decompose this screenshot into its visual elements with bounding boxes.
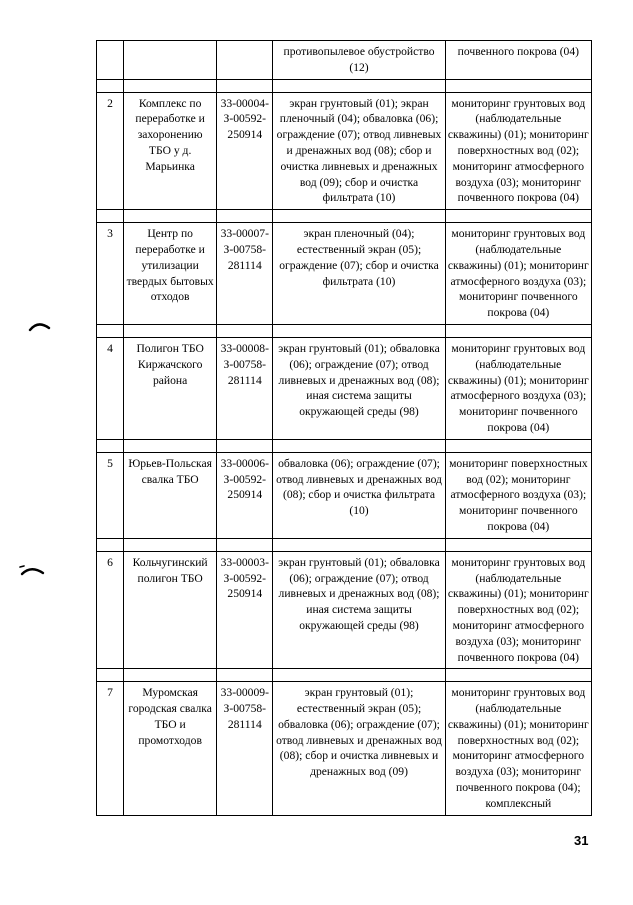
cell-monitoring: мониторинг грунтовых вод (наблюдательные скважины) (01); мониторинг поверхностных вод (02); мониторинг атмосферного воздуха (03); мониторинг почвенного покрова (04)	[445, 551, 591, 669]
table-row-spacer	[97, 210, 592, 223]
table-row-spacer	[97, 439, 592, 452]
cell-name	[124, 41, 217, 80]
cell-code: 33-00006-З-00592-250914	[217, 452, 273, 538]
cell-protection: экран грунтовый (01); обваловка (06); ограждение (07); отвод ливневых и дренажных вод (08); иная система защиты окружающей среды (98)	[273, 337, 445, 439]
cell-name: Полигон ТБО Киржачского района	[124, 337, 217, 439]
scan-artifact-mark	[16, 562, 46, 578]
cell-protection: экран грунтовый (01); естественный экран (05); обваловка (06); ограждение (07); отвод ливневых и дренажных вод (08); сбор и очистка ливневых и дренажных вод (09)	[273, 682, 445, 815]
cell-monitoring: мониторинг грунтовых вод (наблюдательные скважины) (01); мониторинг атмосферного воздуха (03); мониторинг почвенного покрова (04)	[445, 337, 591, 439]
table-row	[97, 223, 592, 325]
cell-code: 33-00009-З-00758-281114	[217, 682, 273, 815]
scan-artifact-mark	[28, 319, 52, 333]
cell-protection: противопылевое обустройство (12)	[273, 41, 445, 80]
cell-name: Кольчугинский полигон ТБО	[124, 551, 217, 669]
cell-name: Муромская городская свалка ТБО и промотходов	[124, 682, 217, 815]
waste-facility-registry-table	[96, 40, 592, 816]
cell-code: 33-00003-З-00592-250914	[217, 551, 273, 669]
cell-monitoring: мониторинг поверхностных вод (02); мониторинг атмосферного воздуха (03); мониторинг почвенного покрова (04)	[445, 452, 591, 538]
cell-monitoring: мониторинг грунтовых вод (наблюдательные скважины) (01); мониторинг атмосферного воздуха (03); мониторинг почвенного покрова (04)	[445, 223, 591, 325]
cell-monitoring: мониторинг грунтовых вод (наблюдательные скважины) (01); мониторинг поверхностных вод (02); мониторинг атмосферного воздуха (03); мониторинг почвенного покрова (04)	[445, 92, 591, 210]
table-row	[97, 551, 592, 669]
page-number: 31	[574, 833, 589, 848]
cell-protection: экран грунтовый (01); экран пленочный (04); обваловка (06); ограждение (07); отвод ливневых и дренажных вод (08); сбор и очистка ливневых и дренажных вод (09); сбор и очистка фильтрата (10)	[273, 92, 445, 210]
cell-code: 33-00008-З-00758-281114	[217, 337, 273, 439]
cell-protection: экран пленочный (04); естественный экран (05); ограждение (07); сбор и очистка фильтрата (10)	[273, 223, 445, 325]
cell-name: Юрьев-Польская свалка ТБО	[124, 452, 217, 538]
cell-code: 33-00007-З-00758-281114	[217, 223, 273, 325]
table-row	[97, 452, 592, 538]
cell-num: 6	[97, 551, 124, 669]
cell-num: 7	[97, 682, 124, 815]
cell-protection: обваловка (06); ограждение (07); отвод ливневых и дренажных вод (08); сбор и очистка фильтрата (10)	[273, 452, 445, 538]
table-row-spacer	[97, 79, 592, 92]
table-row	[97, 682, 592, 815]
cell-num: 4	[97, 337, 124, 439]
cell-monitoring: мониторинг грунтовых вод (наблюдательные скважины) (01); мониторинг поверхностных вод (02); мониторинг атмосферного воздуха (03); мониторинг почвенного покрова (04); комплексный	[445, 682, 591, 815]
table-row-spacer	[97, 324, 592, 337]
table-row-spacer	[97, 538, 592, 551]
table-row	[97, 92, 592, 210]
cell-num: 2	[97, 92, 124, 210]
cell-num: 5	[97, 452, 124, 538]
cell-code: 33-00004-З-00592-250914	[217, 92, 273, 210]
cell-num: 3	[97, 223, 124, 325]
table-row	[97, 337, 592, 439]
cell-monitoring: почвенного покрова (04)	[445, 41, 591, 80]
table-row-continuation	[97, 41, 592, 80]
cell-name: Центр по переработке и утилизации твердых бытовых отходов	[124, 223, 217, 325]
cell-name: Комплекс по переработке и захоронению ТБО у д. Марьинка	[124, 92, 217, 210]
cell-code	[217, 41, 273, 80]
table-row-spacer	[97, 669, 592, 682]
cell-protection: экран грунтовый (01); обваловка (06); ограждение (07); отвод ливневых и дренажных вод (08); иная система защиты окружающей среды (98)	[273, 551, 445, 669]
cell-num	[97, 41, 124, 80]
